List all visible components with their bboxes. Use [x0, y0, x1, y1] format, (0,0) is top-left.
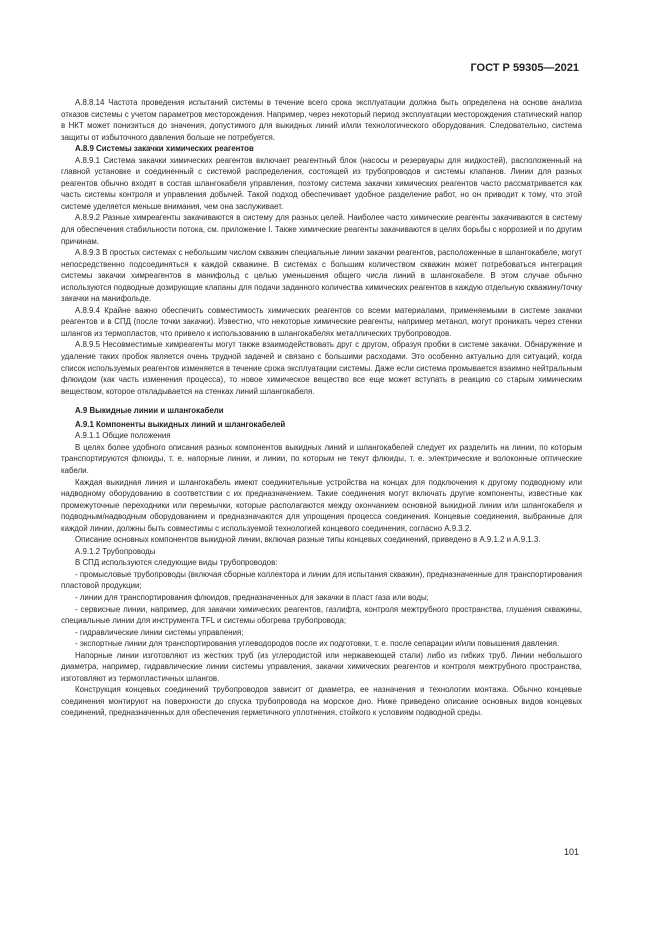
heading-a91: А.9.1 Компоненты выкидных линий и шлангокабелей — [75, 419, 286, 429]
subheading-a911: А.9.1.1 Общие положения — [75, 431, 171, 441]
paragraph-a912-2: Напорные линии изготовляют из жестких труб (из углеродистой или нержавеющей стали) либо из гибких труб. Линии небольшого диаметра, например, гидравлические линии системы управления, закачки химических реагентов и контроля межтрубного пространства, изготовляют из термопластичных шлангов. — [61, 650, 582, 683]
list-item: - промысловые трубопроводы (включая сборные коллектора и линии для испытания скважин), предназначенные для транспортирования пластовой продукции; — [61, 569, 582, 591]
heading-a89: А.8.9 Системы закачки химических реагентов — [75, 144, 254, 154]
document-body — [61, 97, 582, 719]
paragraph-a912-1: В СПД используются следующие виды трубопроводов: — [75, 558, 278, 568]
list-item: - сервисные линии, например, для закачки химических реагентов, газлифта, контроля межтрубного пространства, глушения скважины, специальные линии для инструмента TFL и системы обогрева трубопровода; — [61, 604, 582, 626]
list-item: - гидравлические линии системы управления; — [75, 627, 244, 637]
list-item: - экспортные линии для транспортирования углеводородов после их подготовки, т. е. после сепарации и/или повышения давления. — [75, 639, 560, 649]
paragraph-a891: А.8.9.1 Система закачки химических реагентов включает реагентный блок (насосы и резервуары для жидкостей), расположенный на главной установке и соединенный с системой распределения, состоящей из трубопроводов и системы клапанов. Линии для разных реагентов обычно входят в состав шлангокабеля управления, поэтому система закачки химических реагентов часто рассматривается как часть системы контроля и управления добычей. Такой подход обеспечивает удобное разделение работ, но он приводит к тому, что этой системе уделяется меньше внимания, чем она заслуживает. — [61, 155, 582, 211]
paragraph-a892: А.8.9.2 Разные химреагенты закачиваются в систему для разных целей. Наиболее часто химические реагенты закачиваются в систему для обеспечения стабильности потока, см. приложение I. Также химические реагенты закачиваются в целях борьбы с коррозией и по другим причинам. — [61, 213, 582, 246]
list-item: - линии для транспортирования флюидов, предназначенных для закачки в пласт газа или воды; — [75, 592, 429, 602]
paragraph-a911-1: В целях более удобного описания разных компонентов выкидных линий и шлангокабелей следует их разделить на линии, по которым транспортируются флюиды, т. е. напорные линии, и линии, по которым не текут флюиды, т. е. электрические и волоконные оптические кабели. — [61, 442, 582, 475]
paragraph-a894: А.8.9.4 Крайне важно обеспечить совместимость химических реагентов со всеми материалами, применяемыми в системе закачки реагентов и в СПД (после точки закачки). Известно, что некоторые химические реагенты, например метанол, могут проникать через стенки шлангов из термопластов, что привело к использованию в шлангокабелях металлических трубопроводов. — [61, 305, 582, 338]
paragraph-a911-2: Каждая выкидная линия и шлангокабель имеют соединительные устройства на концах для подключения к другому подводному или надводному оборудованию в соответствии с их предназначением. Такие соединения могут включать другие компоненты, известные как промежуточные переходники или перемычки, которые располагаются между окончанием основной выкидной линии или шлангокабеля и подводным/надводным оборудованием и предназначаются для упрощения процесса соединения. Концевые соединения, выбранные для каждой линии, должны быть совместимы с используемой технологией концевого соединения, согласно А.9.3.2. — [61, 477, 582, 533]
paragraph-a895: А.8.9.5 Несовместимые химреагенты могут также взаимодействовать друг с другом, образуя пробки в системе закачки. Обнаружение и удаление таких пробок является очень трудной задачей и связано с большими расходами. Это особенно актуально для ситуаций, когда список используемых реагентов изменяется в течение срока эксплуатации системы. Даже если система промывается взаимно нейтральным флюидом (как часть изменения процесса), то новое химическое вещество все еще может вступать в реакцию со старым химическим веществом, которое откладывается на стенках линий шлангокабеля. — [61, 340, 582, 396]
document-header: ГОСТ Р 59305—2021 — [470, 62, 579, 74]
page-number: 101 — [563, 847, 579, 857]
paragraph-a8814: А.8.8.14 Частота проведения испытаний системы в течение всего срока эксплуатации должна быть определена на основе анализа отказов системы с учетом параметров месторождения. Например, через некоторый период эксплуатации месторождения статический напор в НКТ может понизиться до значения, допустимого для выкидных линий и/или технологического оборудования. Следовательно, система защиты от избыточного давления больше не потребуется. — [61, 98, 582, 142]
paragraph-a912-3: Конструкция концевых соединений трубопроводов зависит от диаметра, ее назначения и технологии монтажа. Обычно концевые соединения монтируют на поверхности до спуска трубопровода на морское дно. Ниже приведено описание основных видов концевых соединений, предназначенных для обеспечения герметичного уплотнения, стойкого к условиям подводной среды. — [61, 685, 582, 718]
paragraph-a911-3: Описание основных компонентов выкидной линии, включая разные типы концевых соединений, приведено в А.9.1.2 и А.9.1.3. — [75, 535, 541, 545]
subheading-a912: А.9.1.2 Трубопроводы — [75, 546, 156, 556]
paragraph-a893: А.8.9.3 В простых системах с небольшим числом скважин специальные линии закачки реагентов, расположенные в шлангокабеле, могут непосредственно подсоединяться к каждой скважине. В системах с большим количеством скважин может потребоваться интеграция системы закачки химреагентов в манифольд с целью уменьшения общего числа линий в шлангокабеле. В этом случае обычно используются подводные дозирующие клапаны для подачи заданного количества химических реагентов в каждую отдельную скважину/точку закачки на манифольде. — [61, 248, 582, 304]
heading-a9: А.9 Выкидные линии и шлангокабели — [75, 406, 224, 416]
